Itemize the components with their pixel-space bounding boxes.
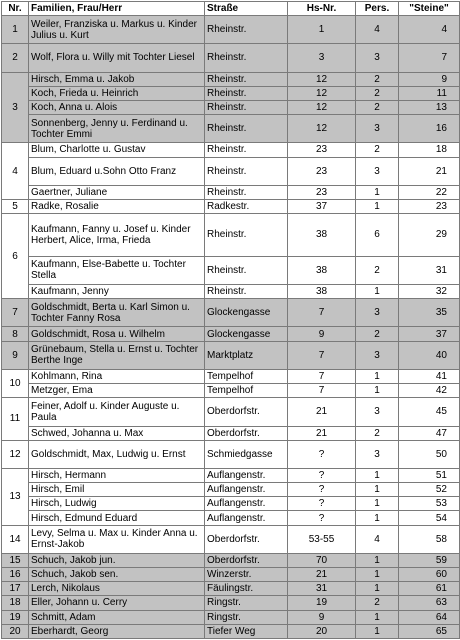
stones-cell: 7 bbox=[399, 44, 460, 72]
persons-cell: 3 bbox=[356, 44, 399, 72]
persons-cell: 1 bbox=[356, 369, 399, 383]
stones-cell: 40 bbox=[399, 341, 460, 369]
family-name-cell: Hirsch, Edmund Eduard bbox=[29, 511, 205, 525]
persons-cell: 1 bbox=[356, 469, 399, 483]
persons-cell: 3 bbox=[356, 341, 399, 369]
street-cell: Winzerstr. bbox=[205, 568, 288, 582]
stones-cell: 65 bbox=[399, 624, 460, 638]
family-name-cell: Levy, Selma u. Max u. Kinder Anna u. Ernst-Jakob bbox=[29, 525, 205, 553]
family-name-cell: Goldschmidt, Max, Ludwig u. Ernst bbox=[29, 440, 205, 468]
table-body bbox=[2, 16, 460, 639]
table-row bbox=[2, 214, 460, 256]
stones-cell: 50 bbox=[399, 440, 460, 468]
persons-cell: 2 bbox=[356, 143, 399, 157]
group-number-cell: 5 bbox=[2, 200, 29, 214]
group-number-cell: 9 bbox=[2, 341, 29, 369]
house-number-cell: 3 bbox=[288, 44, 356, 72]
stones-cell: 41 bbox=[399, 369, 460, 383]
group-number-cell: 15 bbox=[2, 553, 29, 567]
header-house-number: Hs-Nr. bbox=[288, 2, 356, 16]
group-number-cell: 12 bbox=[2, 440, 29, 468]
table-row bbox=[2, 525, 460, 553]
stolpersteine-table bbox=[1, 1, 460, 639]
house-number-cell: 38 bbox=[288, 256, 356, 284]
persons-cell: 1 bbox=[356, 384, 399, 398]
persons-cell: 1 bbox=[356, 568, 399, 582]
persons-cell: 3 bbox=[356, 299, 399, 327]
family-name-cell: Gaertner, Juliane bbox=[29, 185, 205, 199]
street-cell: Oberdorfstr. bbox=[205, 553, 288, 567]
house-number-cell: 9 bbox=[288, 327, 356, 341]
street-cell: Oberdorfstr. bbox=[205, 426, 288, 440]
table-row bbox=[2, 44, 460, 72]
table-row bbox=[2, 426, 460, 440]
street-cell: Auflangenstr. bbox=[205, 497, 288, 511]
house-number-cell: 20 bbox=[288, 624, 356, 638]
stones-cell: 11 bbox=[399, 86, 460, 100]
table-row bbox=[2, 610, 460, 624]
family-name-cell: Feiner, Adolf u. Kinder Auguste u. Paula bbox=[29, 398, 205, 426]
persons-cell: 3 bbox=[356, 157, 399, 185]
house-number-cell: 21 bbox=[288, 426, 356, 440]
family-name-cell: Goldschmidt, Rosa u. Wilhelm bbox=[29, 327, 205, 341]
family-name-cell: Wolf, Flora u. Willy mit Tochter Liesel bbox=[29, 44, 205, 72]
street-cell: Auflangenstr. bbox=[205, 469, 288, 483]
stones-cell: 54 bbox=[399, 511, 460, 525]
group-number-cell: 2 bbox=[2, 44, 29, 72]
family-name-cell: Schuch, Jakob sen. bbox=[29, 568, 205, 582]
street-cell: Rheinstr. bbox=[205, 115, 288, 143]
family-name-cell: Sonnenberg, Jenny u. Ferdinand u. Tochter Emmi bbox=[29, 115, 205, 143]
street-cell: Ringstr. bbox=[205, 610, 288, 624]
street-cell: Tempelhof bbox=[205, 369, 288, 383]
table-row bbox=[2, 469, 460, 483]
persons-cell: 2 bbox=[356, 327, 399, 341]
street-cell: Glockengasse bbox=[205, 299, 288, 327]
stones-cell: 53 bbox=[399, 497, 460, 511]
persons-cell: 1 bbox=[356, 582, 399, 596]
stones-cell: 42 bbox=[399, 384, 460, 398]
street-cell: Ringstr. bbox=[205, 596, 288, 610]
family-name-cell: Blum, Eduard u.Sohn Otto Franz bbox=[29, 157, 205, 185]
house-number-cell: 37 bbox=[288, 200, 356, 214]
street-cell: Rheinstr. bbox=[205, 284, 288, 298]
house-number-cell: 21 bbox=[288, 568, 356, 582]
table-row bbox=[2, 185, 460, 199]
persons-cell: 3 bbox=[356, 398, 399, 426]
street-cell: Rheinstr. bbox=[205, 16, 288, 44]
table-row bbox=[2, 582, 460, 596]
group-number-cell: 18 bbox=[2, 596, 29, 610]
table-row bbox=[2, 115, 460, 143]
house-number-cell: 31 bbox=[288, 582, 356, 596]
family-name-cell: Hirsch, Ludwig bbox=[29, 497, 205, 511]
house-number-cell: 12 bbox=[288, 115, 356, 143]
family-name-cell: Koch, Anna u. Alois bbox=[29, 100, 205, 114]
house-number-cell: 19 bbox=[288, 596, 356, 610]
family-name-cell: Metzger, Ema bbox=[29, 384, 205, 398]
header-street: Straße bbox=[205, 2, 288, 16]
family-name-cell: Hirsch, Emil bbox=[29, 483, 205, 497]
street-cell: Auflangenstr. bbox=[205, 511, 288, 525]
family-name-cell: Hirsch, Emma u. Jakob bbox=[29, 72, 205, 86]
group-number-cell: 11 bbox=[2, 398, 29, 440]
stones-cell: 29 bbox=[399, 214, 460, 256]
house-number-cell: 7 bbox=[288, 369, 356, 383]
persons-cell: 3 bbox=[356, 440, 399, 468]
family-name-cell: Blum, Charlotte u. Gustav bbox=[29, 143, 205, 157]
house-number-cell: ? bbox=[288, 497, 356, 511]
house-number-cell: 12 bbox=[288, 100, 356, 114]
family-name-cell: Kaufmann, Fanny u. Josef u. Kinder Herbert, Alice, Irma, Frieda bbox=[29, 214, 205, 256]
stones-cell: 13 bbox=[399, 100, 460, 114]
table-row bbox=[2, 596, 460, 610]
street-cell: Schmiedgasse bbox=[205, 440, 288, 468]
stones-cell: 35 bbox=[399, 299, 460, 327]
group-number-cell: 19 bbox=[2, 610, 29, 624]
group-number-cell: 14 bbox=[2, 525, 29, 553]
house-number-cell: ? bbox=[288, 469, 356, 483]
table-row bbox=[2, 72, 460, 86]
stones-cell: 51 bbox=[399, 469, 460, 483]
table-row bbox=[2, 440, 460, 468]
street-cell: Rheinstr. bbox=[205, 185, 288, 199]
stones-cell: 32 bbox=[399, 284, 460, 298]
group-number-cell: 6 bbox=[2, 214, 29, 299]
persons-cell: 1 bbox=[356, 553, 399, 567]
persons-cell: 2 bbox=[356, 100, 399, 114]
persons-cell: 1 bbox=[356, 511, 399, 525]
persons-cell: 4 bbox=[356, 525, 399, 553]
stones-cell: 31 bbox=[399, 256, 460, 284]
house-number-cell: 38 bbox=[288, 284, 356, 298]
group-number-cell: 8 bbox=[2, 327, 29, 341]
family-name-cell: Koch, Frieda u. Heinrich bbox=[29, 86, 205, 100]
header-row bbox=[2, 2, 460, 16]
table-row bbox=[2, 398, 460, 426]
stones-cell: 52 bbox=[399, 483, 460, 497]
stones-cell: 47 bbox=[399, 426, 460, 440]
table-row bbox=[2, 483, 460, 497]
stones-cell: 45 bbox=[399, 398, 460, 426]
house-number-cell: 12 bbox=[288, 72, 356, 86]
family-name-cell: Lerch, Nikolaus bbox=[29, 582, 205, 596]
house-number-cell: 38 bbox=[288, 214, 356, 256]
stones-cell: 18 bbox=[399, 143, 460, 157]
table-row bbox=[2, 511, 460, 525]
house-number-cell: 7 bbox=[288, 384, 356, 398]
street-cell: Rheinstr. bbox=[205, 44, 288, 72]
table-row bbox=[2, 157, 460, 185]
table-row bbox=[2, 284, 460, 298]
street-cell: Tempelhof bbox=[205, 384, 288, 398]
persons-cell: 2 bbox=[356, 86, 399, 100]
stones-cell: 23 bbox=[399, 200, 460, 214]
stones-cell: 22 bbox=[399, 185, 460, 199]
street-cell: Rheinstr. bbox=[205, 143, 288, 157]
table-row bbox=[2, 369, 460, 383]
street-cell: Glockengasse bbox=[205, 327, 288, 341]
stones-cell: 63 bbox=[399, 596, 460, 610]
table-row bbox=[2, 256, 460, 284]
table-header bbox=[2, 2, 460, 16]
persons-cell: 1 bbox=[356, 497, 399, 511]
table-row bbox=[2, 341, 460, 369]
street-cell: Auflangenstr. bbox=[205, 483, 288, 497]
house-number-cell: 23 bbox=[288, 157, 356, 185]
family-name-cell: Eller, Johann u. Cerry bbox=[29, 596, 205, 610]
persons-cell: 1 bbox=[356, 200, 399, 214]
stones-cell: 21 bbox=[399, 157, 460, 185]
family-name-cell: Goldschmidt, Berta u. Karl Simon u. Tochter Fanny Rosa bbox=[29, 299, 205, 327]
family-name-cell: Kaufmann, Else-Babette u. Tochter Stella bbox=[29, 256, 205, 284]
stones-cell: 37 bbox=[399, 327, 460, 341]
family-name-cell: Eberhardt, Georg bbox=[29, 624, 205, 638]
house-number-cell: 23 bbox=[288, 143, 356, 157]
table-row bbox=[2, 16, 460, 44]
group-number-cell: 7 bbox=[2, 299, 29, 327]
persons-cell: 1 bbox=[356, 483, 399, 497]
stones-cell: 64 bbox=[399, 610, 460, 624]
family-name-cell: Schuch, Jakob jun. bbox=[29, 553, 205, 567]
house-number-cell: 70 bbox=[288, 553, 356, 567]
group-number-cell: 13 bbox=[2, 469, 29, 526]
street-cell: Rheinstr. bbox=[205, 100, 288, 114]
persons-cell: 1 bbox=[356, 610, 399, 624]
house-number-cell: 7 bbox=[288, 299, 356, 327]
house-number-cell: 7 bbox=[288, 341, 356, 369]
header-persons: Pers. bbox=[356, 2, 399, 16]
house-number-cell: 53-55 bbox=[288, 525, 356, 553]
street-cell: Oberdorfstr. bbox=[205, 398, 288, 426]
stones-cell: 58 bbox=[399, 525, 460, 553]
house-number-cell: 9 bbox=[288, 610, 356, 624]
family-name-cell: Hirsch, Hermann bbox=[29, 469, 205, 483]
group-number-cell: 16 bbox=[2, 568, 29, 582]
street-cell: Rheinstr. bbox=[205, 256, 288, 284]
family-name-cell: Kohlmann, Rina bbox=[29, 369, 205, 383]
family-name-cell: Schwed, Johanna u. Max bbox=[29, 426, 205, 440]
table-row bbox=[2, 384, 460, 398]
family-name-cell: Weiler, Franziska u. Markus u. Kinder Julius u. Kurt bbox=[29, 16, 205, 44]
house-number-cell: ? bbox=[288, 440, 356, 468]
persons-cell: 1 bbox=[356, 284, 399, 298]
persons-cell: 2 bbox=[356, 72, 399, 86]
persons-cell: 2 bbox=[356, 426, 399, 440]
group-number-cell: 1 bbox=[2, 16, 29, 44]
street-cell: Rheinstr. bbox=[205, 214, 288, 256]
family-name-cell: Grünebaum, Stella u. Ernst u. Tochter Berthe Inge bbox=[29, 341, 205, 369]
persons-cell: 6 bbox=[356, 214, 399, 256]
house-number-cell: 1 bbox=[288, 16, 356, 44]
house-number-cell: ? bbox=[288, 511, 356, 525]
persons-cell: 4 bbox=[356, 16, 399, 44]
stones-cell: 60 bbox=[399, 568, 460, 582]
group-number-cell: 17 bbox=[2, 582, 29, 596]
street-cell: Rheinstr. bbox=[205, 72, 288, 86]
table-row bbox=[2, 624, 460, 638]
header-family: Familien, Frau/Herr bbox=[29, 2, 205, 16]
street-cell: Rheinstr. bbox=[205, 157, 288, 185]
header-stones: "Steine" bbox=[399, 2, 460, 16]
table-row bbox=[2, 100, 460, 114]
header-nr: Nr. bbox=[2, 2, 29, 16]
table-row bbox=[2, 568, 460, 582]
group-number-cell: 3 bbox=[2, 72, 29, 143]
street-cell: Fäulingstr. bbox=[205, 582, 288, 596]
table-row bbox=[2, 497, 460, 511]
family-name-cell: Schmitt, Adam bbox=[29, 610, 205, 624]
table-row bbox=[2, 200, 460, 214]
family-name-cell: Radke, Rosalie bbox=[29, 200, 205, 214]
table-row bbox=[2, 86, 460, 100]
street-cell: Tiefer Weg bbox=[205, 624, 288, 638]
house-number-cell: 12 bbox=[288, 86, 356, 100]
family-name-cell: Kaufmann, Jenny bbox=[29, 284, 205, 298]
stones-cell: 4 bbox=[399, 16, 460, 44]
persons-cell: 2 bbox=[356, 596, 399, 610]
persons-cell: 1 bbox=[356, 185, 399, 199]
group-number-cell: 4 bbox=[2, 143, 29, 200]
group-number-cell: 10 bbox=[2, 369, 29, 397]
stones-cell: 61 bbox=[399, 582, 460, 596]
table-row bbox=[2, 553, 460, 567]
stones-cell: 9 bbox=[399, 72, 460, 86]
table-row bbox=[2, 299, 460, 327]
stones-cell: 16 bbox=[399, 115, 460, 143]
group-number-cell: 20 bbox=[2, 624, 29, 638]
persons-cell: 3 bbox=[356, 115, 399, 143]
street-cell: Radkestr. bbox=[205, 200, 288, 214]
house-number-cell: ? bbox=[288, 483, 356, 497]
house-number-cell: 21 bbox=[288, 398, 356, 426]
street-cell: Marktplatz bbox=[205, 341, 288, 369]
persons-cell: 1 bbox=[356, 624, 399, 638]
table-row bbox=[2, 143, 460, 157]
street-cell: Oberdorfstr. bbox=[205, 525, 288, 553]
house-number-cell: 23 bbox=[288, 185, 356, 199]
street-cell: Rheinstr. bbox=[205, 86, 288, 100]
persons-cell: 2 bbox=[356, 256, 399, 284]
table-row bbox=[2, 327, 460, 341]
stones-cell: 59 bbox=[399, 553, 460, 567]
